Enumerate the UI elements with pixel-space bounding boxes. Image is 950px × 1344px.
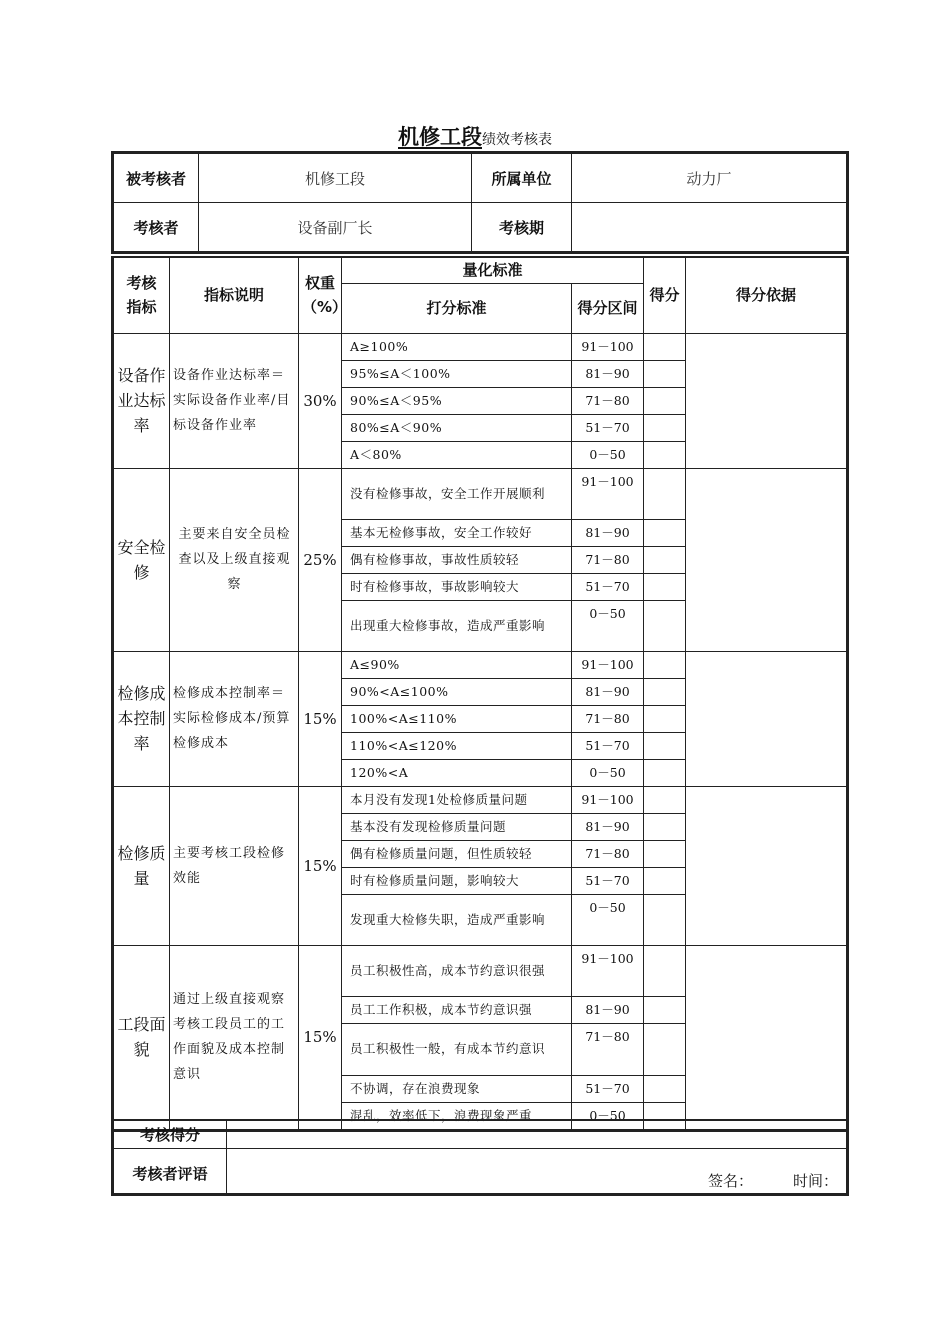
score-cell[interactable] <box>644 732 686 759</box>
table-row <box>113 651 848 678</box>
score-cell[interactable] <box>644 894 686 945</box>
total-score-label: 考核得分 <box>113 1120 227 1148</box>
indicator-description: 设备作业达标率＝实际设备作业率/目标设备作业率 <box>170 333 299 468</box>
criteria-cell: 出现重大检修事故，造成严重影响 <box>342 600 572 651</box>
indicator-weight: 15% <box>299 651 342 786</box>
indicator-description: 检修成本控制率＝实际检修成本/预算检修成本 <box>170 651 299 786</box>
criteria-cell: 90%<A≤100% <box>342 678 572 705</box>
score-cell[interactable] <box>644 651 686 678</box>
indicator-weight: 30% <box>299 333 342 468</box>
time-label: 时间： <box>792 1171 838 1190</box>
range-cell: 51－70 <box>572 573 644 600</box>
sign-label: 签名： <box>707 1171 753 1190</box>
criteria-cell: 基本没有发现检修质量问题 <box>342 813 572 840</box>
indicator-description: 主要考核工段检修效能 <box>170 786 299 945</box>
col-weight: 权重（%） <box>299 257 342 333</box>
criteria-cell: A≥100% <box>342 333 572 360</box>
examiner-label: 考核者 <box>113 203 199 253</box>
unit-label: 所属单位 <box>472 153 572 203</box>
range-cell: 91－100 <box>572 945 644 996</box>
basis-cell[interactable] <box>686 786 848 945</box>
comment-field[interactable] <box>227 1148 848 1194</box>
range-cell: 81－90 <box>572 519 644 546</box>
indicator-description: 主要来自安全员检查以及上级直接观察 <box>170 468 299 651</box>
score-cell[interactable] <box>644 519 686 546</box>
range-cell: 51－70 <box>572 1075 644 1102</box>
score-cell[interactable] <box>644 414 686 441</box>
title-main: 机修工段 <box>398 125 482 149</box>
indicator-name: 工段面貌 <box>113 945 170 1130</box>
criteria-cell: 混乱，效率低下，浪费现象严重 <box>342 1102 572 1130</box>
footer-table <box>111 1119 849 1196</box>
assessment-table <box>111 256 849 1132</box>
table-row <box>113 786 848 813</box>
score-cell[interactable] <box>644 996 686 1023</box>
indicator-weight: 15% <box>299 786 342 945</box>
range-cell: 51－70 <box>572 867 644 894</box>
score-cell[interactable] <box>644 678 686 705</box>
range-cell: 91－100 <box>572 651 644 678</box>
criteria-cell: 80%≤A＜90% <box>342 414 572 441</box>
range-cell: 71－80 <box>572 1023 644 1075</box>
range-cell: 0－50 <box>572 894 644 945</box>
criteria-cell: 本月没有发现1处检修质量问题 <box>342 786 572 813</box>
score-cell[interactable] <box>644 759 686 786</box>
score-cell[interactable] <box>644 705 686 732</box>
range-cell: 0－50 <box>572 1102 644 1130</box>
range-cell: 0－50 <box>572 441 644 468</box>
range-cell: 81－90 <box>572 360 644 387</box>
criteria-cell: 100%<A≤110% <box>342 705 572 732</box>
criteria-cell: 员工积极性高，成本节约意识很强 <box>342 945 572 996</box>
range-cell: 91－100 <box>572 468 644 519</box>
score-cell[interactable] <box>644 573 686 600</box>
criteria-cell: 不协调，存在浪费现象 <box>342 1075 572 1102</box>
examinee-value[interactable]: 机修工段 <box>199 153 472 203</box>
score-cell[interactable] <box>644 600 686 651</box>
criteria-cell: 95%≤A＜100% <box>342 360 572 387</box>
indicator-weight: 15% <box>299 945 342 1130</box>
score-cell[interactable] <box>644 813 686 840</box>
range-cell: 81－90 <box>572 813 644 840</box>
indicator-description: 通过上级直接观察考核工段员工的工作面貌及成本控制意识 <box>170 945 299 1130</box>
basis-cell[interactable] <box>686 333 848 468</box>
indicator-weight: 25% <box>299 468 342 651</box>
range-cell: 71－80 <box>572 546 644 573</box>
score-cell[interactable] <box>644 867 686 894</box>
range-cell: 71－80 <box>572 705 644 732</box>
col-quantitative: 量化标准 <box>342 257 644 283</box>
score-cell[interactable] <box>644 786 686 813</box>
score-cell[interactable] <box>644 387 686 414</box>
criteria-cell: 120%<A <box>342 759 572 786</box>
criteria-cell: 发现重大检修失职，造成严重影响 <box>342 894 572 945</box>
range-cell: 51－70 <box>572 414 644 441</box>
score-cell[interactable] <box>644 1075 686 1102</box>
criteria-cell: 110%<A≤120% <box>342 732 572 759</box>
table-row <box>113 333 848 360</box>
criteria-cell: 基本无检修事故，安全工作较好 <box>342 519 572 546</box>
table-row <box>113 468 848 519</box>
score-cell[interactable] <box>644 546 686 573</box>
indicator-name: 设备作业达标率 <box>113 333 170 468</box>
col-indicator: 考核指标 <box>113 257 170 333</box>
unit-value[interactable]: 动力厂 <box>572 153 848 203</box>
criteria-cell: A＜80% <box>342 441 572 468</box>
criteria-cell: 时有检修质量问题，影响较大 <box>342 867 572 894</box>
range-cell: 0－50 <box>572 600 644 651</box>
examinee-label: 被考核者 <box>113 153 199 203</box>
total-score-field[interactable] <box>227 1120 848 1148</box>
examiner-value[interactable]: 设备副厂长 <box>199 203 472 253</box>
range-cell: 91－100 <box>572 333 644 360</box>
score-cell[interactable] <box>644 1023 686 1075</box>
range-cell: 51－70 <box>572 732 644 759</box>
table-row <box>113 945 848 996</box>
indicator-name: 检修成本控制率 <box>113 651 170 786</box>
col-criteria: 打分标准 <box>342 283 572 333</box>
score-cell[interactable] <box>644 333 686 360</box>
criteria-cell: 偶有检修事故，事故性质较轻 <box>342 546 572 573</box>
col-score: 得分 <box>644 257 686 333</box>
range-cell: 81－90 <box>572 996 644 1023</box>
range-cell: 71－80 <box>572 840 644 867</box>
range-cell: 81－90 <box>572 678 644 705</box>
criteria-cell: 没有检修事故，安全工作开展顺利 <box>342 468 572 519</box>
period-label: 考核期 <box>472 203 572 253</box>
score-cell[interactable] <box>644 840 686 867</box>
period-value[interactable] <box>572 203 848 253</box>
criteria-cell: 员工积极性一般，有成本节约意识 <box>342 1023 572 1075</box>
criteria-cell: 时有检修事故，事故影响较大 <box>342 573 572 600</box>
criteria-cell: 员工工作积极，成本节约意识强 <box>342 996 572 1023</box>
comment-label: 考核者评语 <box>113 1148 227 1194</box>
score-cell[interactable] <box>644 360 686 387</box>
indicator-name: 检修质量 <box>113 786 170 945</box>
basis-cell[interactable] <box>686 945 848 1130</box>
title-suffix: 绩效考核表 <box>482 132 552 148</box>
criteria-cell: 偶有检修质量问题，但性质较轻 <box>342 840 572 867</box>
range-cell: 71－80 <box>572 387 644 414</box>
score-cell[interactable] <box>644 945 686 996</box>
range-cell: 0－50 <box>572 759 644 786</box>
basis-cell[interactable] <box>686 651 848 786</box>
col-range: 得分区间 <box>572 283 644 333</box>
criteria-cell: A≤90% <box>342 651 572 678</box>
col-basis: 得分依据 <box>686 257 848 333</box>
criteria-cell: 90%≤A＜95% <box>342 387 572 414</box>
col-description: 指标说明 <box>170 257 299 333</box>
range-cell: 91－100 <box>572 786 644 813</box>
score-cell[interactable] <box>644 441 686 468</box>
indicator-name: 安全检修 <box>113 468 170 651</box>
basis-cell[interactable] <box>686 468 848 651</box>
header-table <box>111 151 849 254</box>
score-cell[interactable] <box>644 468 686 519</box>
